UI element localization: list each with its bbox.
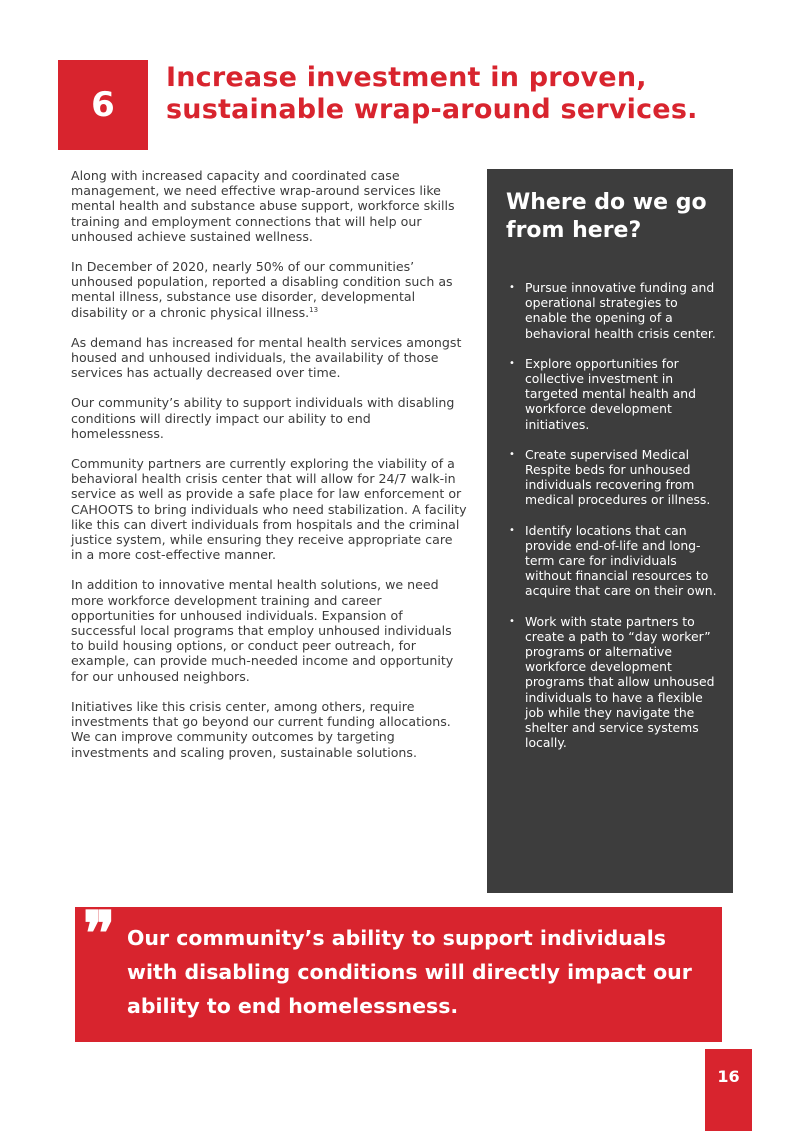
bullet-icon: • [509,615,515,627]
footnote-reference: 13 [309,305,319,314]
body-paragraph: Our community’s ability to support individuals with disabling conditions will directly impact our ability to end homelessness. [71,395,455,441]
pull-quote-text: Our community’s ability to support individuals with disabling conditions will directly impact our ability to end homelessness. [127,926,692,1018]
list-item [507,356,721,432]
list-item [507,280,721,341]
list-item [507,614,721,751]
next-steps-sidebar [487,169,733,893]
next-steps-list [507,280,721,765]
body-paragraph: Along with increased capacity and coordinated case management, we need effective wrap-around services like mental health and substance abuse support, workforce skills training and employment connections that will help our unhoused achieve sustained wellness. [71,168,455,244]
bullet-icon: • [509,448,515,460]
body-paragraph [71,259,467,320]
list-item-text: Create supervised Medical Respite beds for unhoused individuals recovering from medical procedures or illness. [525,446,711,508]
bullet-icon: • [509,524,515,536]
list-item-text: Pursue innovative funding and operational strategies to enable the opening of a behavioral health crisis center. [525,280,716,341]
body-column [71,168,467,775]
list-item-text: Identify locations that can provide end-of-life and long-term care for individuals without financial resources to acquire that care on their own. [525,522,717,599]
section-title: Increase investment in proven, sustainable wrap-around services. [166,62,698,125]
body-paragraph: Initiatives like this crisis center, among others, require investments that go beyond our current funding allocations. We can improve community outcomes by targeting investments and scaling proven, sustainable solutions. [71,698,451,760]
body-paragraph: Community partners are currently exploring the viability of a behavioral health crisis center that will allow for 24/7 walk-in service as well as provide a safe place for law enforcement or CAHOOTS to bring individuals who need stabilization. A facility like this can divert individuals from hospitals and the criminal justice system, while ensuring they receive appropriate care in a more cost-effective manner. [71,456,467,563]
section-number: 6 [91,85,115,125]
list-item [507,447,721,508]
list-item-text: Explore opportunities for collective investment in targeted mental health and workforce development initiatives. [525,355,696,432]
pull-quote [75,899,722,1042]
list-item-text: Work with state partners to create a path to “day worker” programs or alternative workforce development programs that allow unhoused individuals to have a flexible job while they navigate the shelter and service systems locally. [525,613,715,751]
body-paragraph-text: In December of 2020, nearly 50% of our communities’ unhoused population, reported a disabling condition such as mental illness, substance use disorder, developmental disability or a chronic physical illness. [71,259,453,320]
list-item [507,523,721,599]
bullet-icon: • [509,357,515,369]
body-paragraph: As demand has increased for mental health services amongst housed and unhoused individuals, the availability of those services has actually decreased over time. [71,334,462,381]
body-paragraph: In addition to innovative mental health solutions, we need more workforce development training and career opportunities for unhoused individuals. Expansion of successful local programs that employ unhoused individuals to build housing options, or conduct peer outreach, for example, can provide much-needed income and opportunity for our unhoused neighbors. [71,577,454,684]
quote-mark-icon: ❞ [83,899,116,969]
page-number: 16 [705,1049,752,1131]
section-number-badge [58,60,148,150]
sidebar-heading: Where do we go from here? [506,190,707,243]
bullet-icon: • [509,282,515,293]
